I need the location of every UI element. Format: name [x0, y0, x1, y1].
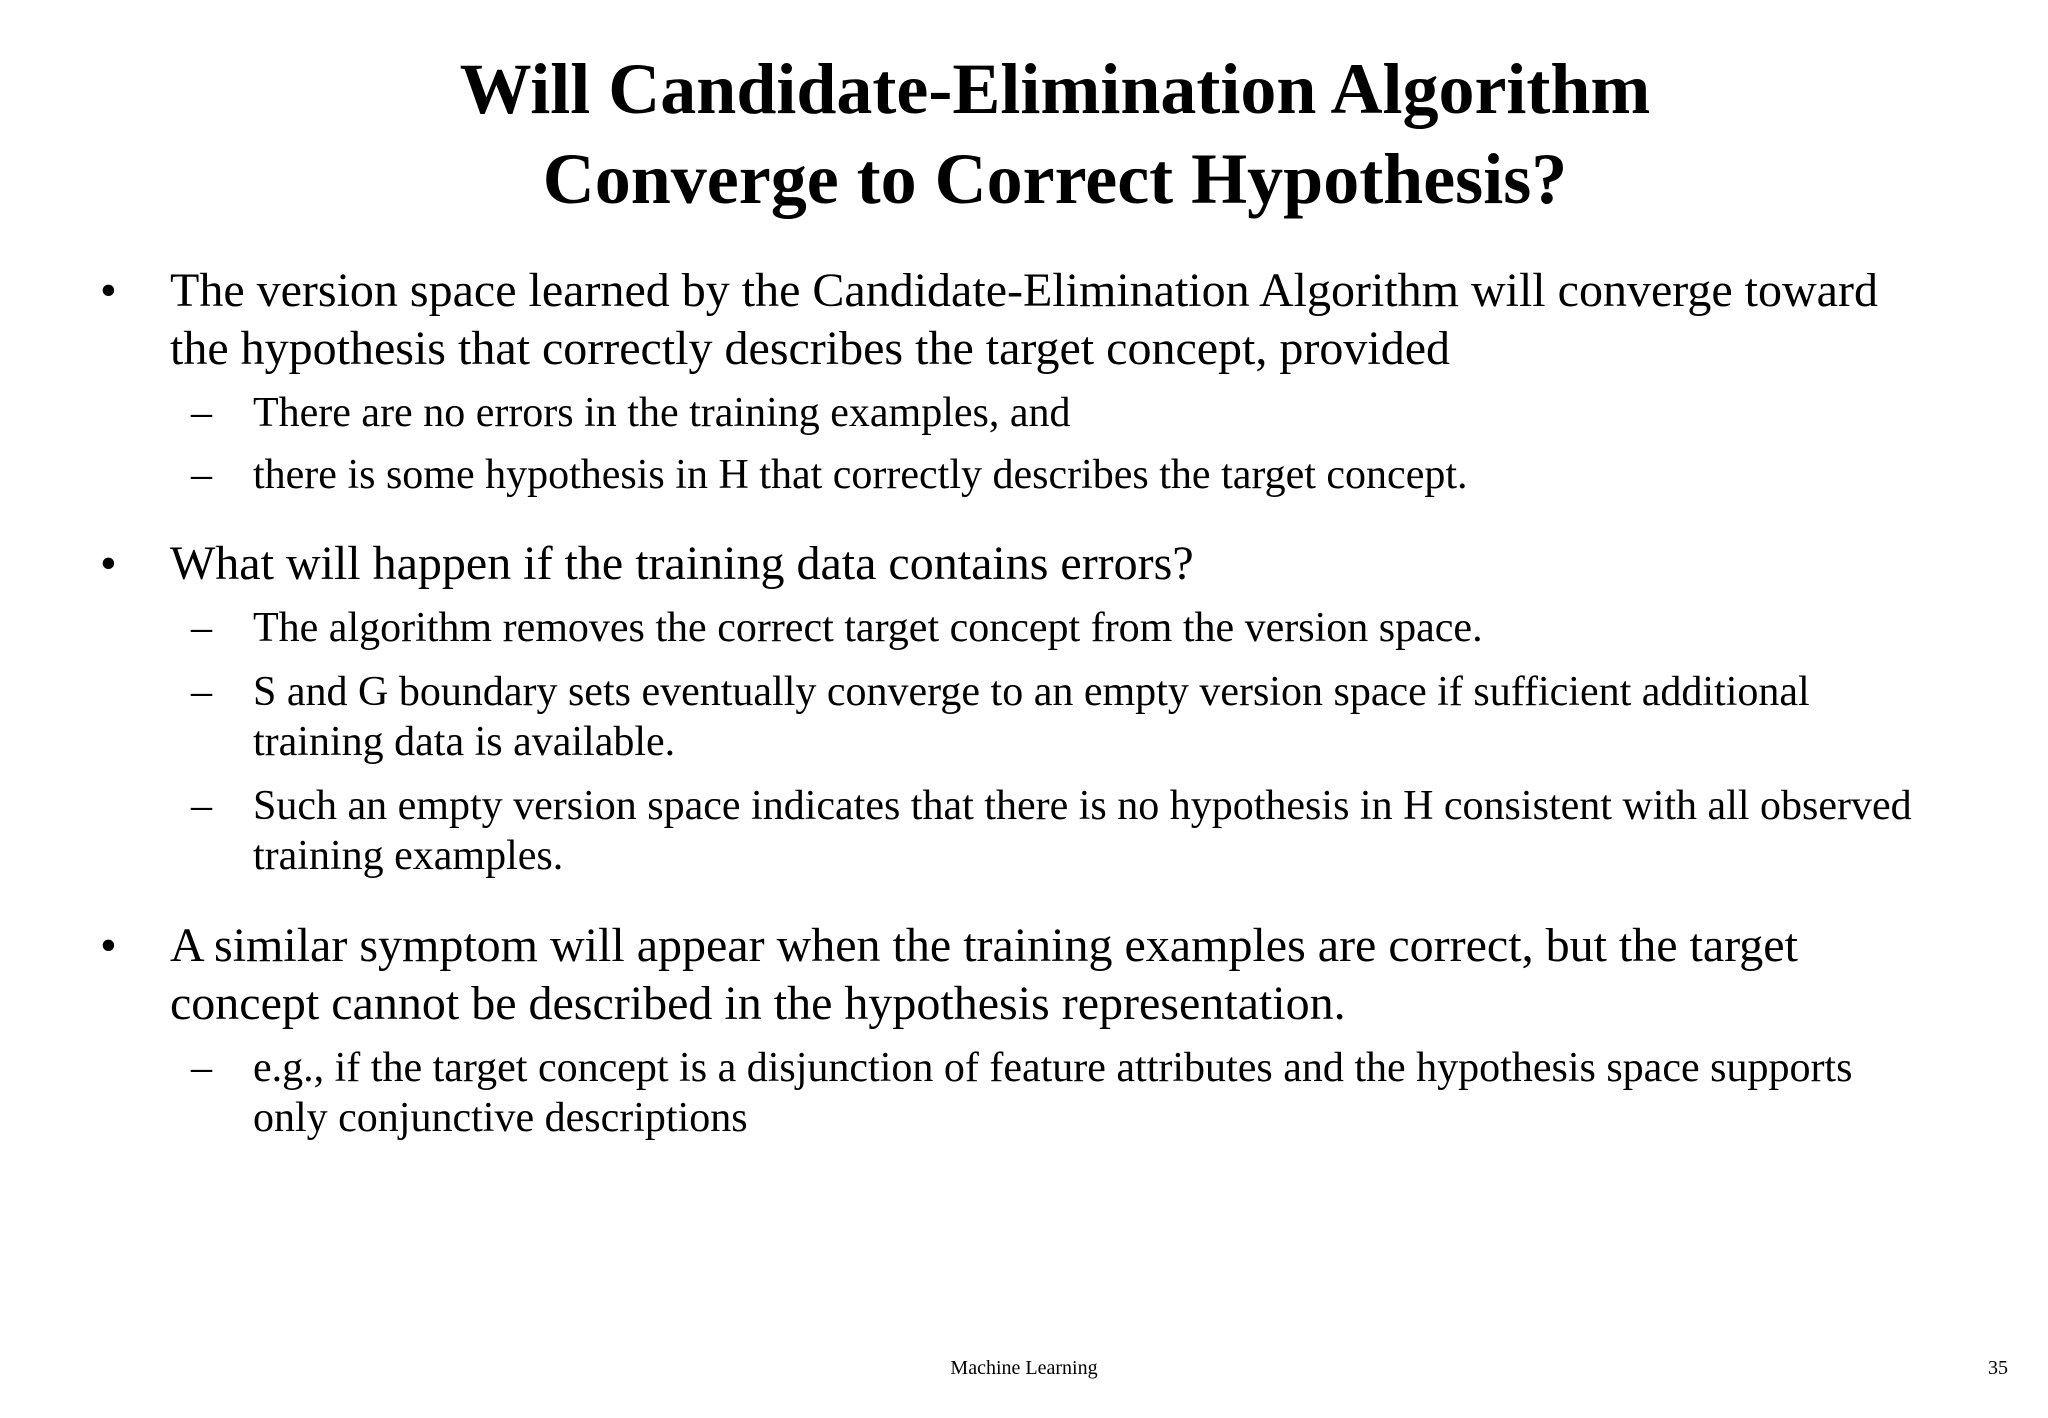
sub-bullet-text: The algorithm removes the correct target concept from the version space. — [253, 605, 1483, 651]
sub-bullet-text: there is some hypothesis in H that correctly describes the target concept. — [253, 452, 1468, 498]
footer-page-number: 35 — [1988, 1357, 2008, 1379]
bullet-marker: • — [100, 919, 117, 972]
sub-bullet-text: There are no errors in the training examples, and — [253, 390, 1071, 436]
bullet-text: The version space learned by the Candidate-Elimination Algorithm will converge toward the hypothesis that correctly describes the target concept, provided — [170, 264, 1878, 375]
slide-title — [0, 44, 2048, 224]
bullet-item — [100, 262, 1930, 378]
dash-marker: – — [191, 1045, 212, 1091]
sub-bullet-text: S and G boundary sets eventually converge to an empty version space if sufficient additional training data is available. — [253, 669, 1810, 765]
sub-bullet-item — [191, 667, 1933, 767]
dash-marker: – — [191, 669, 212, 715]
dash-marker: – — [191, 605, 212, 651]
bullet-marker: • — [100, 537, 117, 590]
bullet-text: A similar symptom will appear when the training examples are correct, but the target concept cannot be described in the hypothesis representation. — [170, 919, 1798, 1030]
sub-bullet-item — [191, 388, 1933, 438]
bullet-item — [100, 917, 1930, 1033]
bullet-item — [100, 535, 1930, 593]
bullet-text: What will happen if the training data contains errors? — [170, 537, 1194, 590]
title-line-2: Converge to Correct Hypothesis? — [542, 139, 1568, 219]
sub-bullet-item — [191, 603, 1933, 653]
bullet-marker: • — [100, 264, 117, 317]
sub-bullet-item — [191, 450, 1933, 500]
dash-marker: – — [191, 390, 212, 436]
sub-bullet-item — [191, 1043, 1933, 1143]
sub-bullet-text: e.g., if the target concept is a disjunction of feature attributes and the hypothesis space supports only conjunctive descriptions — [253, 1045, 1853, 1141]
sub-bullet-text: Such an empty version space indicates that there is no hypothesis in H consistent with all observed training examples. — [253, 783, 1912, 879]
sub-bullet-item — [191, 781, 1933, 881]
dash-marker: – — [191, 452, 212, 498]
title-line-1: Will Candidate-Elimination Algorithm — [459, 49, 1651, 129]
footer-course: Machine Learning — [950, 1357, 1098, 1379]
dash-marker: – — [191, 783, 212, 829]
